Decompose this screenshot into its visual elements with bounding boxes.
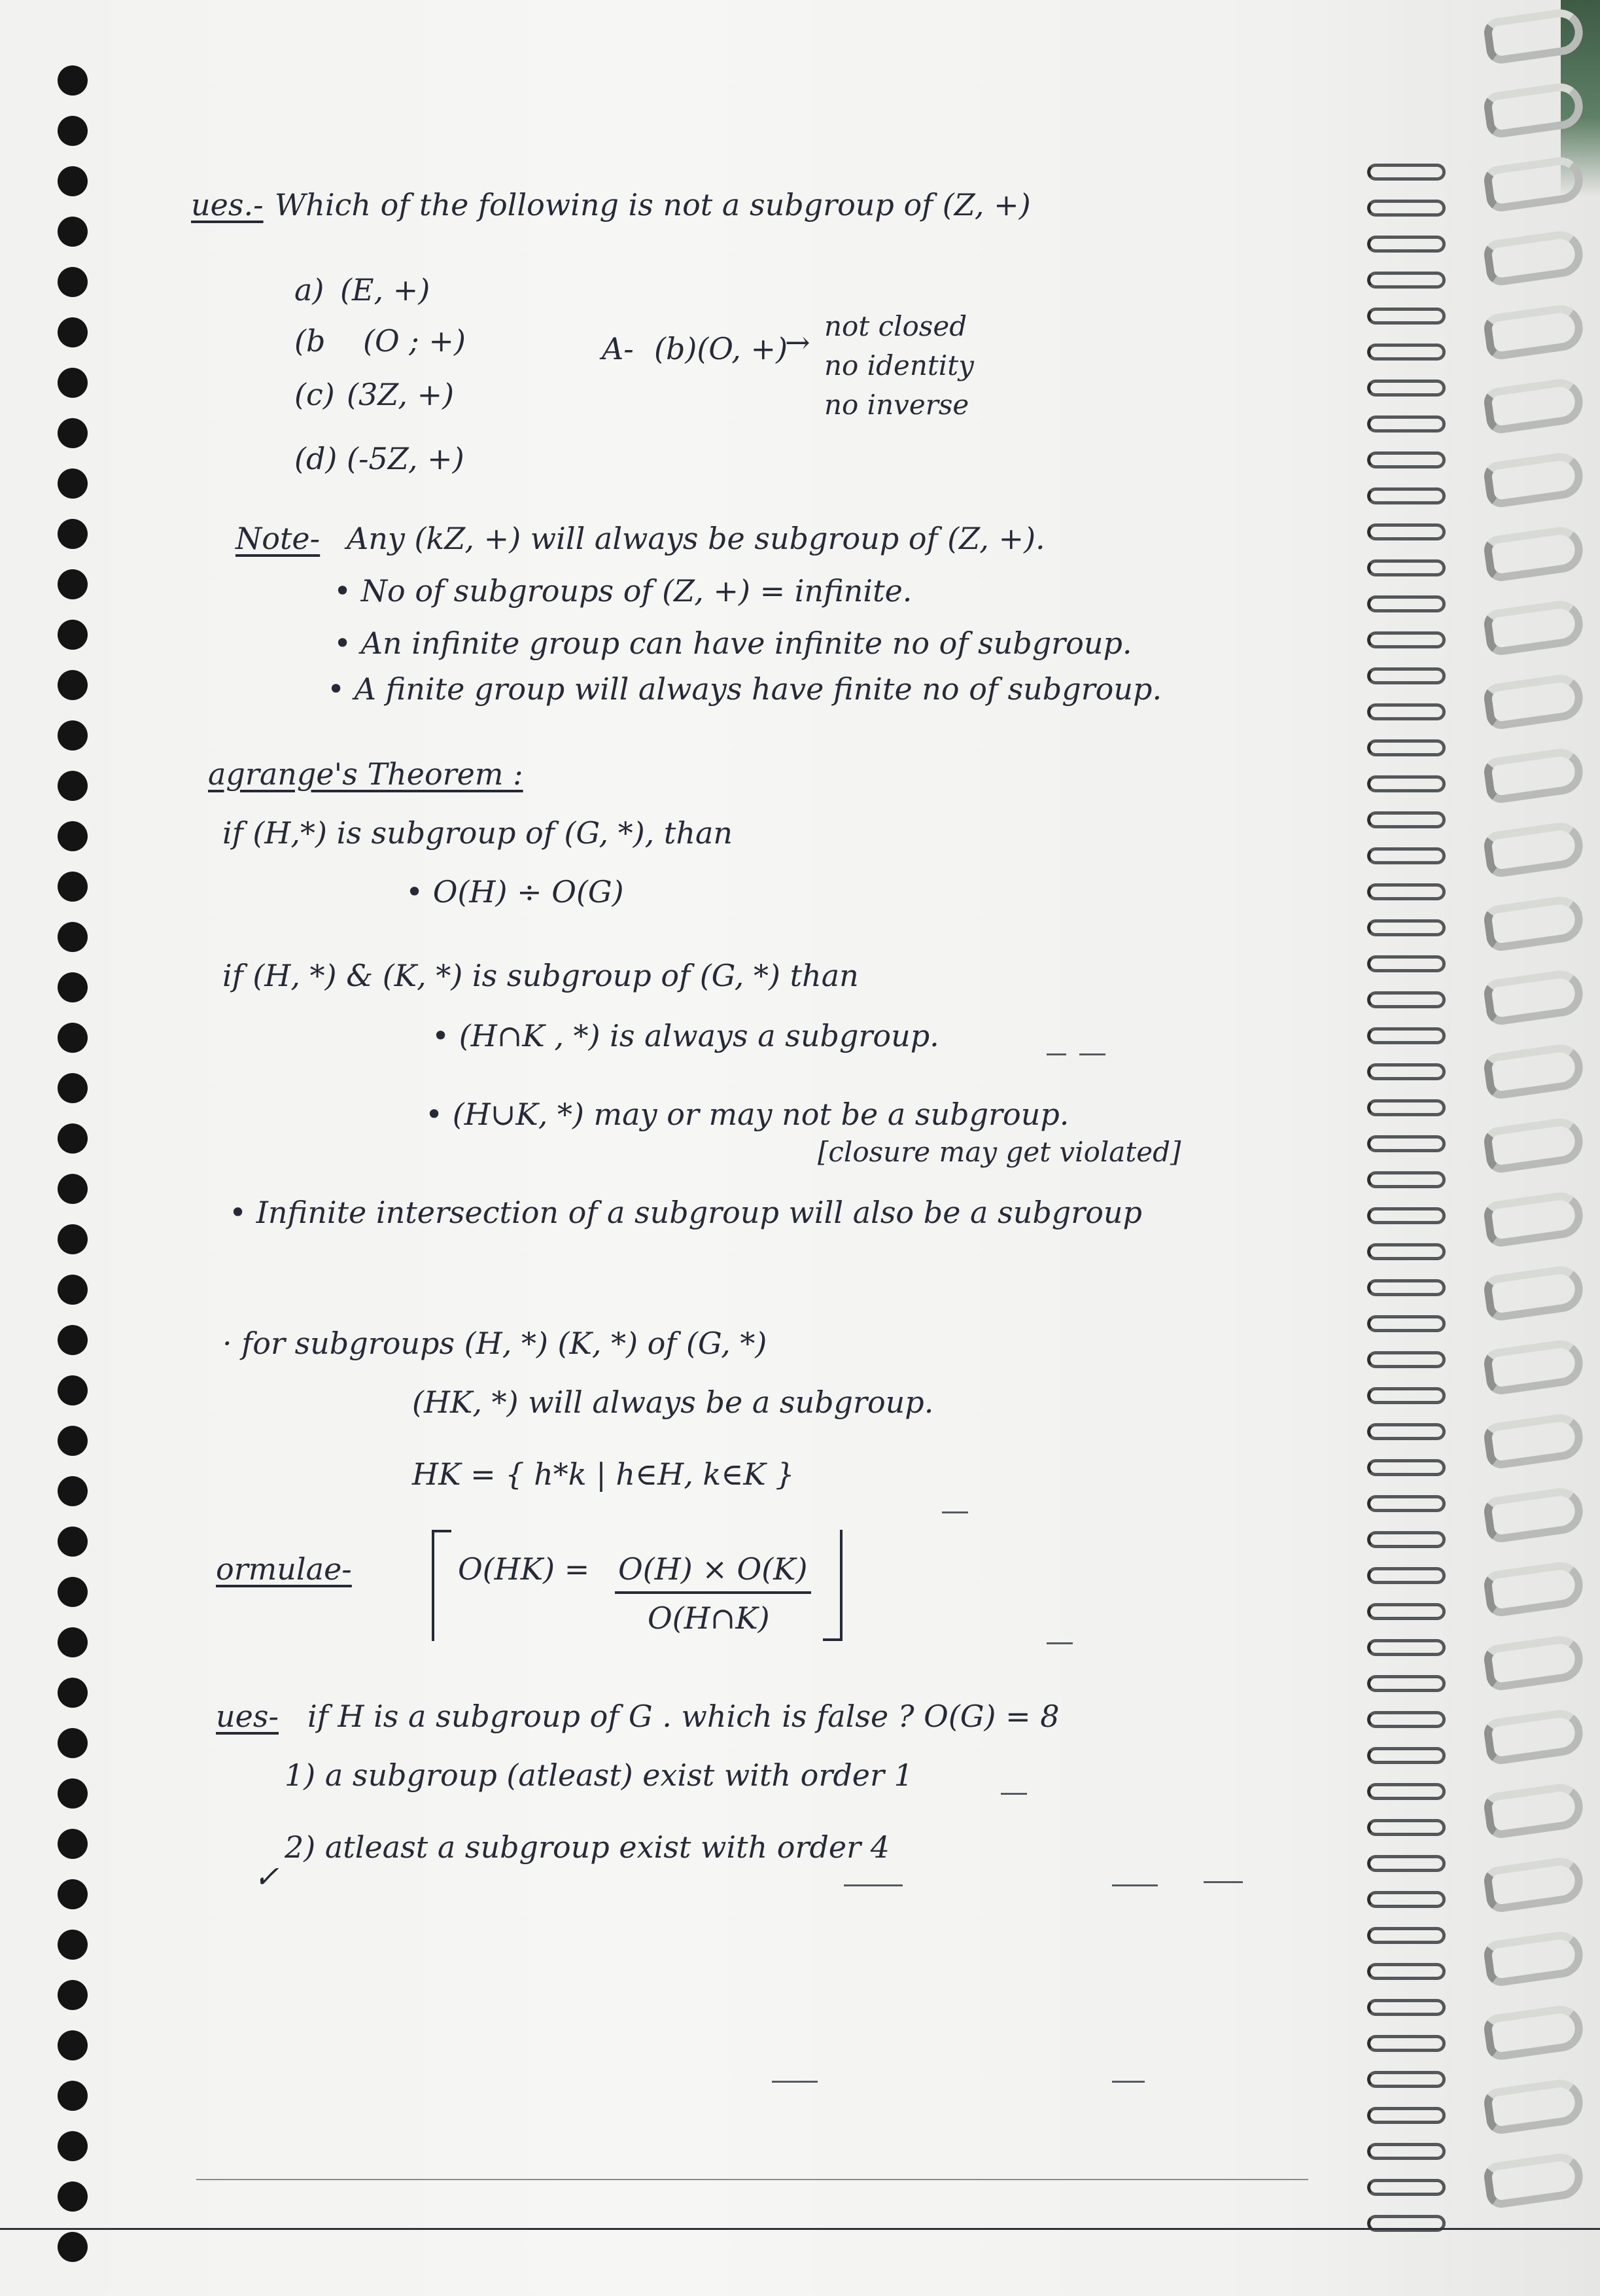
spiral-coil-back [1367,1963,1446,1980]
note-label: Note- [235,521,321,556]
question-1-label: ues.- [191,187,264,222]
punch-hole [58,1023,88,1053]
spiral-coil-back [1367,1999,1446,2016]
spiral-coil-front [1482,672,1586,731]
lagrange-line-3: if (H, *) & (K, *) is subgroup of (G, *) than [222,958,859,993]
punch-hole [58,1627,88,1657]
spiral-coil-back [1367,1171,1446,1188]
spiral-coil-front [1482,1485,1586,1544]
spiral-coil-front [1482,1929,1586,1988]
faint-rule [196,2179,1308,2180]
lagrange-line-6: [closure may get violated] [818,1136,1181,1168]
punch-hole [58,1728,88,1758]
answer-reason-1: not closed [824,310,967,342]
punch-hole [58,368,88,398]
punch-hole [58,1224,88,1254]
pen-stroke [1112,1884,1158,1886]
hk-line-1: · for subgroups (H, *) (K, *) of (G, *) [222,1326,767,1361]
spiral-coil-back [1367,2179,1446,2196]
punch-hole [58,1577,88,1607]
spiral-coil-front [1482,80,1586,139]
spiral-coil-front [1482,1633,1586,1692]
punch-hole [58,1829,88,1859]
spiral-coil-back [1367,739,1446,756]
spiral-coil-back [1367,919,1446,936]
spiral-coil-front [1482,228,1586,287]
spiral-coil-front [1482,1707,1586,1766]
spiral-coil-back [1367,344,1446,361]
lagrange-line-7: • Infinite intersection of a subgroup will also be a subgroup [229,1195,1142,1230]
spiral-coil-back [1367,272,1446,289]
spiral-coil-back [1367,631,1446,648]
page-bottom-edge [0,2228,1600,2230]
pen-stroke [1001,1793,1027,1795]
spiral-coil-back [1367,811,1446,828]
spiral-coil-back [1367,451,1446,468]
spiral-coil-back [1367,559,1446,576]
punch-hole [58,821,88,851]
punch-hole [58,1123,88,1154]
spiral-coil-back [1367,595,1446,612]
spiral-coil-back [1367,991,1446,1008]
option-c-value: (3Z, +) [347,377,455,412]
question-2-text: if H is a subgroup of G . which is false ? O(G) = 8 [307,1699,1060,1734]
spiral-coil-front [1482,894,1586,953]
spiral-coil-back [1367,667,1446,684]
spiral-coil-back [1367,1279,1446,1296]
spiral-coil-front [1482,1190,1586,1248]
spiral-coil-back [1367,308,1446,325]
spiral-coil-back [1367,1639,1446,1656]
punch-hole [58,922,88,952]
answer-prefix: A- [602,331,634,366]
pen-stroke [1047,1053,1066,1055]
spiral-coil-front [1482,1116,1586,1174]
punch-hole [58,1426,88,1456]
punch-hole [58,1879,88,1909]
spiral-coil-back [1367,1675,1446,1692]
spiral-coil-front [1482,154,1586,213]
question-1-text: Which of the following is not a subgroup of (Z, +) [275,187,1031,222]
answer-reason-3: no inverse [824,389,969,421]
pen-stroke [1204,1881,1243,1883]
note-bullet-1: • No of subgroups of (Z, +) = infinite. [334,573,913,609]
spiral-coil-front [1482,2077,1586,2136]
spiral-coil-back [1367,380,1446,397]
punch-hole [58,620,88,650]
punch-hole [58,65,88,96]
spiral-coil-back [1367,164,1446,181]
answer-reason-2: no identity [824,349,974,381]
spiral-coil-back [1367,1855,1446,1872]
answer-arrow: → [785,325,810,360]
punch-hole [58,1778,88,1809]
spiral-coil-back [1367,1135,1446,1152]
spiral-coil-front [1482,2151,1586,2210]
spiral-coil-back [1367,1891,1446,1908]
spiral-coil-back [1367,1423,1446,1440]
spiral-coil-back [1367,1603,1446,1620]
punch-hole [58,519,88,549]
lagrange-heading: agrange's Theorem : [208,756,523,792]
option-b-mark: (b [294,323,326,359]
punch-hole [58,267,88,297]
punch-hole [58,1073,88,1103]
spiral-coil-front [1482,746,1586,805]
hk-line-3: HK = { h*k | h∈H, k∈K } [412,1457,795,1492]
spiral-coil-back [1367,1063,1446,1080]
spiral-coil-front [1482,968,1586,1027]
spiral-coil-front [1482,1855,1586,1914]
spiral-coil-back [1367,703,1446,720]
spiral-coil-back [1367,847,1446,864]
punch-hole [58,1527,88,1557]
punch-hole [58,670,88,700]
punch-hole [58,569,88,599]
spiral-coil-front [1482,1263,1586,1322]
spiral-coil-front [1482,450,1586,509]
spiral-coil-front [1482,7,1586,65]
spiral-coil-back [1367,1459,1446,1476]
punch-hole [58,1325,88,1355]
punch-hole [58,1174,88,1204]
punch-hole [58,317,88,347]
fraction-bar [615,1591,811,1594]
option-c-mark: (c) [294,377,335,412]
punch-hole [58,1275,88,1305]
punch-hole [58,418,88,448]
punch-hole [58,1678,88,1708]
punch-hole [58,2181,88,2212]
spiral-coil-back [1367,200,1446,217]
formula-lhs: O(HK) = [458,1551,590,1587]
option-d-mark: (d) [294,441,338,476]
spiral-coil-back [1367,1711,1446,1728]
spiral-coil-back [1367,1927,1446,1944]
punch-hole [58,116,88,146]
spiral-coil-front [1482,1042,1586,1101]
spiral-coil-back [1367,775,1446,792]
spiral-coil-back [1367,2035,1446,2052]
punch-hole [58,1930,88,1960]
option-a-value: (E, +) [340,272,430,308]
formula-denominator: O(H∩K) [648,1600,770,1636]
spiral-coil-back [1367,1747,1446,1764]
punch-hole [58,972,88,1002]
spiral-coil-back [1367,1531,1446,1548]
spiral-coil-back [1367,1351,1446,1368]
pen-stroke [1047,1642,1073,1644]
option-d-value: (-5Z, +) [347,441,464,476]
spiral-coil-back [1367,2143,1446,2160]
spiral-coil-back [1367,1243,1446,1260]
spiral-coil-back [1367,415,1446,433]
spiral-coil-front [1482,2003,1586,2062]
lagrange-line-5: • (H∪K, *) may or may not be a subgroup. [425,1097,1070,1132]
spiral-coil-front [1482,1559,1586,1618]
punch-hole [58,217,88,247]
pen-stroke [1112,2081,1145,2083]
punch-hole [58,2232,88,2262]
spiral-coil-back [1367,1315,1446,1332]
option-b-value: (O ; +) [363,323,466,359]
question-2-label: ues- [216,1699,279,1734]
question-2-item-2: 2) atleast a subgroup exist with order 4 [285,1829,890,1865]
spiral-coil-front [1482,524,1586,583]
spiral-coil-front [1482,1411,1586,1470]
note-bullet-2: • An infinite group can have infinite no of subgroup. [334,626,1132,661]
option-a-mark: a) [294,272,324,308]
spiral-coil-back [1367,1783,1446,1800]
spiral-coil-front [1482,598,1586,657]
spiral-coil-back [1367,1819,1446,1836]
spiral-coil-front [1482,820,1586,879]
punch-hole [58,166,88,196]
spiral-coil-back [1367,1099,1446,1116]
spiral-coil-back [1367,1567,1446,1584]
spiral-coil-back [1367,1027,1446,1044]
spiral-coil-front [1482,376,1586,435]
note-first-line: Any (kZ, +) will always be subgroup of (Z, +). [347,521,1045,556]
note-bullet-3: • A finite group will always have finite no of subgroup. [327,671,1162,707]
spiral-coil-back [1367,955,1446,972]
punch-holes [58,65,97,2290]
spiral-coil-back [1367,2107,1446,2124]
punch-hole [58,1375,88,1405]
punch-hole [58,2030,88,2060]
question-2-item-1: 1) a subgroup (atleast) exist with order 1 [285,1757,913,1793]
punch-hole [58,872,88,902]
lagrange-line-4: • (H∩K , *) is always a subgroup. [432,1018,939,1053]
pen-stroke [772,2081,818,2083]
spiral-coil-back [1367,487,1446,504]
punch-hole [58,771,88,801]
punch-hole [58,720,88,751]
punch-hole [58,1980,88,2010]
spiral-coil-front [1482,1337,1586,1396]
punch-hole [58,468,88,499]
pen-stroke [1079,1053,1105,1055]
lagrange-line-2: • O(H) ÷ O(G) [406,874,624,910]
spiral-coil-front [1482,302,1586,361]
punch-hole [58,2081,88,2111]
spiral-coil-back [1367,1207,1446,1224]
lagrange-line-1: if (H,*) is subgroup of (G, *), than [222,815,733,851]
spiral-coil-back [1367,523,1446,540]
formula-numerator: O(H) × O(K) [618,1551,808,1587]
spiral-coil-back [1367,2071,1446,2088]
spiral-coil-front [1482,1781,1586,1840]
pen-stroke [942,1511,968,1513]
punch-hole [58,1476,88,1506]
punch-hole [58,2131,88,2161]
check-mark-icon: ✓ [254,1859,279,1894]
spiral-coil-back [1367,1495,1446,1512]
spiral-coil-back [1367,883,1446,900]
spiral-coil-back [1367,236,1446,253]
formulae-label: ormulae- [216,1551,352,1587]
pen-stroke [844,1884,903,1886]
spiral-coil-back [1367,1387,1446,1404]
spiral-binding [1341,0,1600,2296]
hk-line-2: (HK, *) will always be a subgroup. [412,1385,934,1420]
answer-choice: (b)(O, +) [654,331,788,366]
